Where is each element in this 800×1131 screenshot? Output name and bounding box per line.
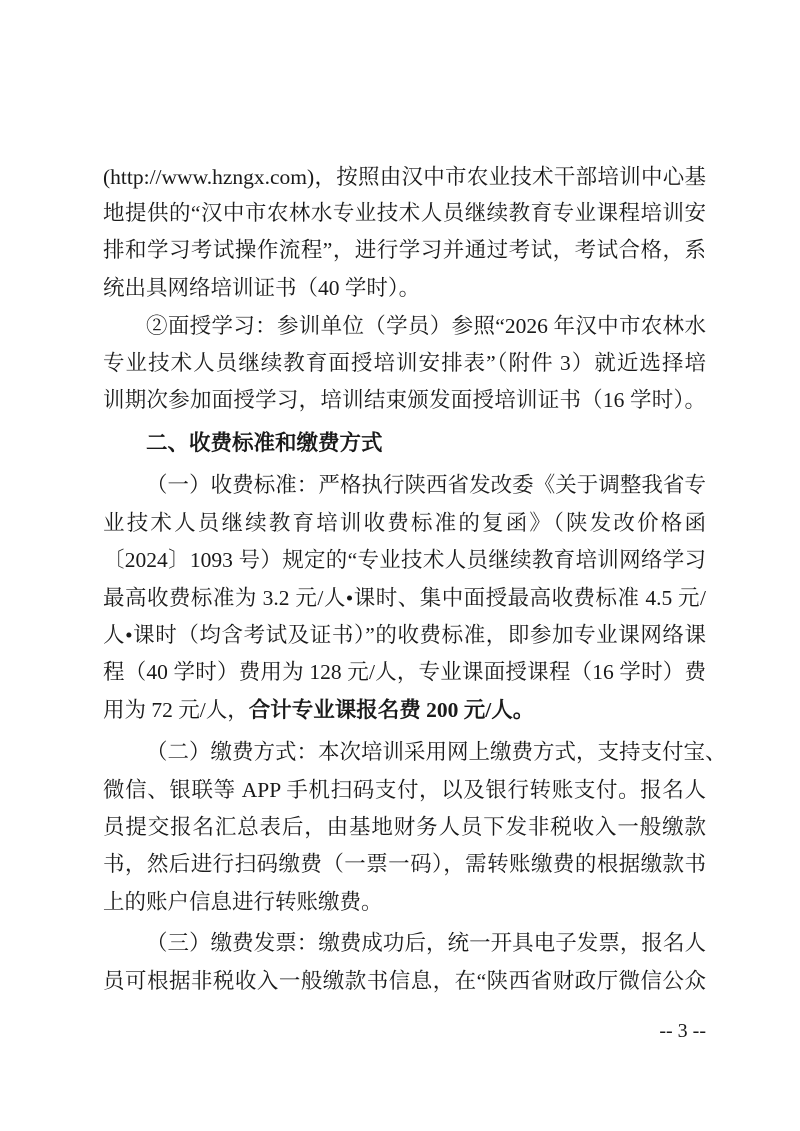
body-line: 地提供的“汉中市农林水专业技术人员继续教育专业课程培训安 (103, 201, 706, 225)
body-line: 训期次参加面授学习，培训结束颁发面授培训证书（16 学时）。 (103, 388, 706, 412)
body-line: (http://www.hzngx.com)，按照由汉中市农业技术干部培训中心基 (103, 165, 706, 189)
section-heading: 二、收费标准和缴费方式 (146, 431, 383, 455)
body-line: 人•课时（均含考试及证书）”的收费标准，即参加专业课网络课 (103, 623, 706, 647)
body-line: 上的账户信息进行转账缴费。 (103, 890, 383, 914)
body-line: 专业技术人员继续教育面授培训安排表”（附件 3）就近选择培 (103, 351, 706, 375)
body-line (103, 697, 706, 723)
body-line: 员提交报名汇总表后，由基地财务人员下发非税收入一般缴款 (103, 815, 706, 839)
body-line: 业技术人员继续教育培训收费标准的复函》（陕发改价格函 (103, 511, 706, 535)
body-line: 书，然后进行扫码缴费（一票一码），需转账缴费的根据缴款书 (103, 852, 706, 876)
body-line: 统出具网络培训证书（40 学时）。 (103, 276, 421, 300)
body-line: 员可根据非税收入一般缴款书信息，在“陕西省财政厅微信公众 (103, 969, 706, 993)
body-line: 排和学习考试操作流程”，进行学习并通过考试，考试合格，系 (103, 238, 706, 262)
body-line: （二）缴费方式：本次培训采用网上缴费方式，支持支付宝、 (146, 740, 727, 764)
body-line: （一）收费标准：严格执行陕西省发改委《关于调整我省专 (146, 473, 706, 497)
body-line: 程（40 学时）费用为 128 元/人，专业课面授课程（16 学时）费 (103, 660, 706, 684)
body-line: 微信、银联等 APP 手机扫码支付，以及银行转账支付。报名人 (103, 778, 706, 802)
body-line: 最高收费标准为 3.2 元/人•课时、集中面授最高收费标准 4.5 元/ (103, 586, 706, 610)
body-line: ②面授学习：参训单位（学员）参照“2026 年汉中市农林水 (146, 314, 706, 338)
body-line: （三）缴费发票：缴费成功后，统一开具电子发票，报名人 (146, 931, 706, 955)
page-number: -- 3 -- (659, 1020, 706, 1042)
fee-text: 用为 72 元/人， (103, 698, 249, 722)
body-line: 〔2024〕1093 号）规定的“专业技术人员继续教育培训网络学习 (103, 548, 706, 572)
fee-total-bold: 合计专业课报名费 200 元/人。 (248, 698, 535, 722)
